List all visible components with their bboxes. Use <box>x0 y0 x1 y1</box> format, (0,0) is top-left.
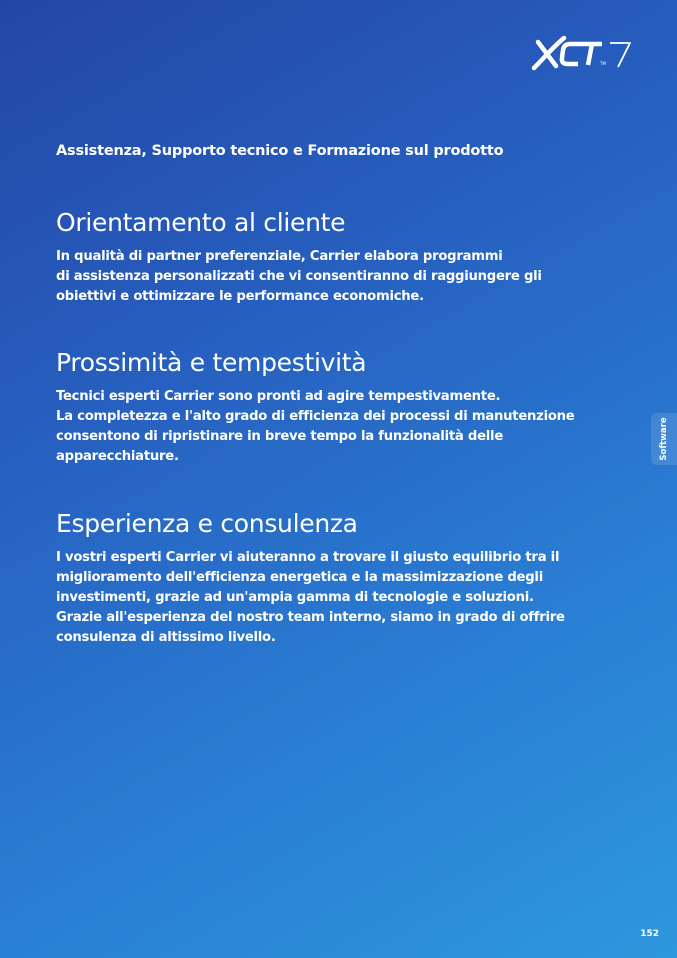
section-experience <box>56 509 576 648</box>
section-proximity <box>56 348 576 467</box>
xct7-logo <box>530 34 635 74</box>
page-subtitle: Assistenza, Supporto tecnico e Formazione sul prodotto <box>56 143 504 159</box>
side-tab-label: Software <box>659 417 669 461</box>
svg-text:TM: TM <box>600 61 606 66</box>
section-heading: Orientamento al cliente <box>56 208 346 237</box>
side-tab-software[interactable] <box>651 413 677 465</box>
section-body: Tecnici esperti Carrier sono pronti ad agire tempestivamente. La completezza e l'alto grado di efficienza dei processi di manutenzione consentono di ripristinare in breve tempo la funzionalità delle apparecchiature. <box>56 389 575 464</box>
section-customer-orientation <box>56 208 576 307</box>
section-body: I vostri esperti Carrier vi aiuteranno a trovare il giusto equilibrio tra il miglioramento dell'efficienza energetica e la massimizzazione degli investimenti, grazie ad un'ampia gamma di tecnologie e soluzioni. Grazie all'esperienza del nostro team interno, siamo in grado di offrire consulenza di altissimo livello. <box>56 550 565 645</box>
section-body: In qualità di partner preferenziale, Carrier elabora programmi di assistenza personalizzati che vi consentiranno di raggiungere gli obiettivi e ottimizzare le performance economiche. <box>56 249 542 304</box>
section-heading: Esperienza e consulenza <box>56 509 358 538</box>
page-number: 152 <box>640 929 659 939</box>
section-heading: Prossimità e tempestività <box>56 348 367 377</box>
